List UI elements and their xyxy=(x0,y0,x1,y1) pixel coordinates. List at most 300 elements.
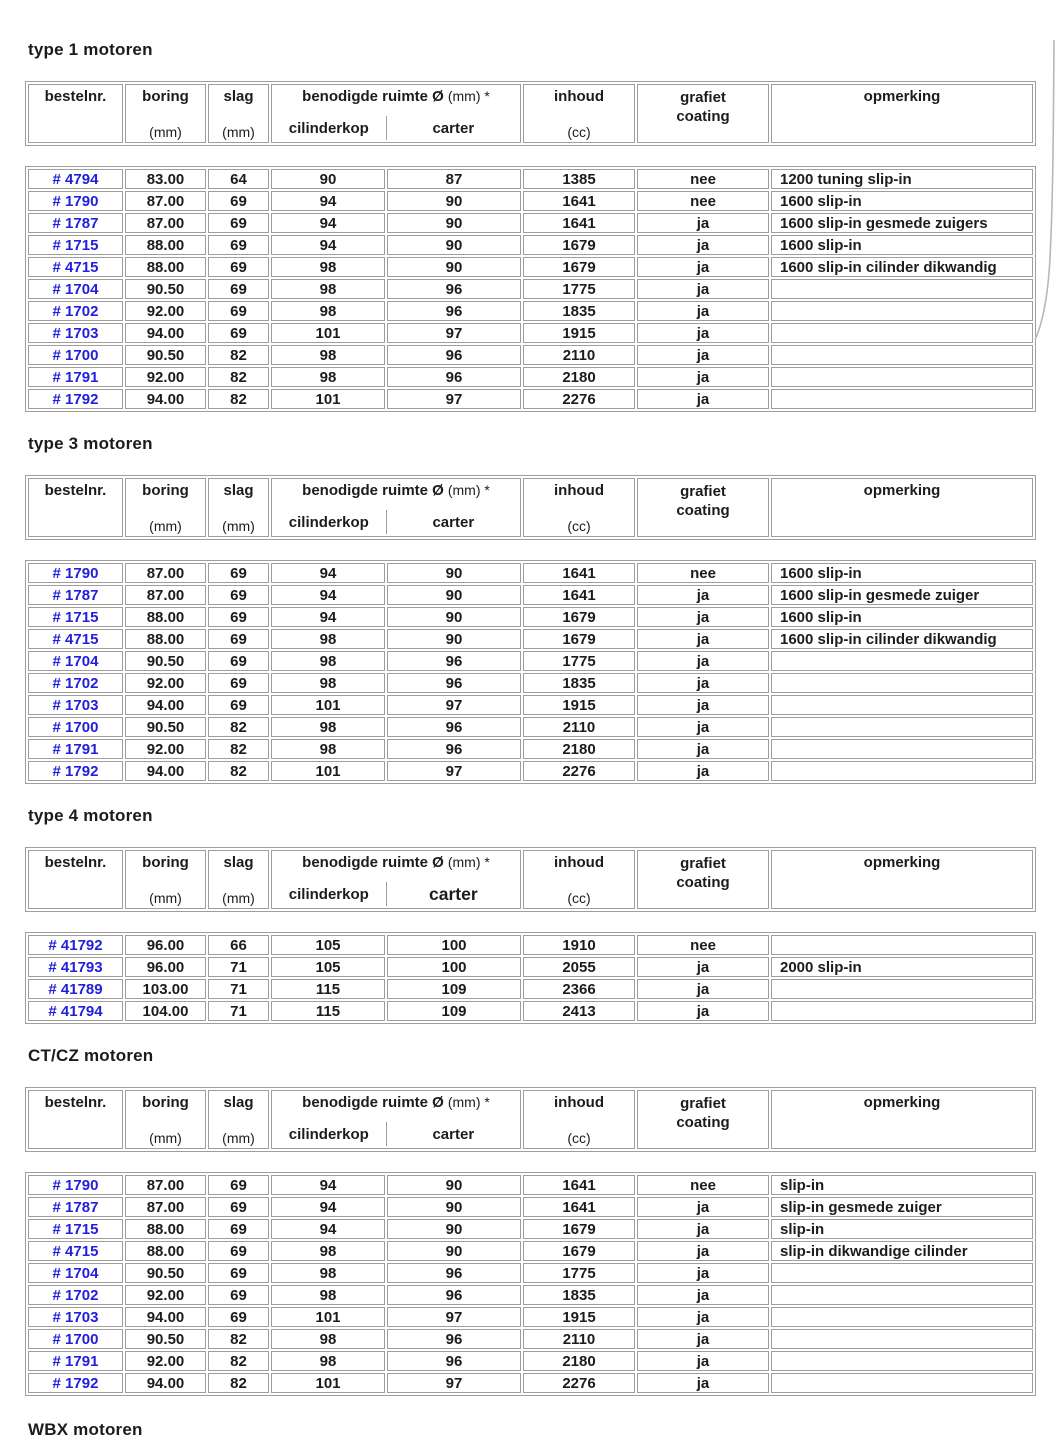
cell-carter: 90 xyxy=(387,191,521,211)
col-header-benodigde-ruimte xyxy=(271,1090,521,1149)
cell-boring: 90.50 xyxy=(125,279,206,299)
table-row xyxy=(28,651,1033,671)
cell-cilinderkop: 101 xyxy=(271,1373,385,1393)
col-header-benodigde-ruimte xyxy=(271,84,521,143)
cell-slag: 66 xyxy=(208,935,269,955)
col-header-grafiet-coating xyxy=(637,478,769,537)
table-row xyxy=(28,629,1033,649)
bestelnr-link[interactable]: # 1791 xyxy=(52,1352,99,1370)
cell-carter: 109 xyxy=(387,979,521,999)
cell-opmerking xyxy=(771,1373,1033,1393)
col-header-inhoud xyxy=(523,84,635,143)
cell-cilinderkop: 101 xyxy=(271,1307,385,1327)
cell-boring: 90.50 xyxy=(125,1329,206,1349)
cell-slag: 82 xyxy=(208,717,269,737)
bestelnr-link[interactable]: # 1715 xyxy=(52,1220,99,1238)
cell-opmerking xyxy=(771,979,1033,999)
cell-inhoud: 1835 xyxy=(523,673,635,693)
bestelnr-link[interactable]: # 4715 xyxy=(52,258,99,276)
bestelnr-link[interactable]: # 1787 xyxy=(52,1198,99,1216)
bestelnr-link[interactable]: # 41793 xyxy=(48,958,103,976)
col-header-boring-unit: (mm) xyxy=(149,124,182,140)
col-header-inhoud-label: inhoud xyxy=(554,482,604,499)
cell-grafiet: nee xyxy=(637,935,769,955)
cell-boring: 90.50 xyxy=(125,345,206,365)
col-header-grafiet-line2: coating xyxy=(676,108,730,125)
cell-opmerking xyxy=(771,1001,1033,1021)
cell-inhoud: 2110 xyxy=(523,345,635,365)
table-row xyxy=(28,367,1033,387)
col-header-boring xyxy=(125,84,206,143)
bestelnr-cell xyxy=(28,1263,123,1283)
col-header-opmerking xyxy=(771,84,1033,143)
cell-boring: 88.00 xyxy=(125,1241,206,1261)
cell-grafiet: ja xyxy=(637,1307,769,1327)
cell-carter: 90 xyxy=(387,257,521,277)
cell-boring: 94.00 xyxy=(125,389,206,409)
header-row xyxy=(28,478,1033,537)
col-header-grafiet-line1: grafiet xyxy=(680,89,726,106)
bestelnr-link[interactable]: # 1703 xyxy=(52,1308,99,1326)
table-row xyxy=(28,957,1033,977)
cell-slag: 82 xyxy=(208,761,269,781)
bestelnr-link[interactable]: # 1704 xyxy=(52,652,99,670)
cell-slag: 69 xyxy=(208,695,269,715)
group-label-unit: (mm) * xyxy=(447,854,490,870)
cell-grafiet: ja xyxy=(637,257,769,277)
cell-carter: 96 xyxy=(387,1263,521,1283)
cell-inhoud: 1679 xyxy=(523,629,635,649)
table-row xyxy=(28,1351,1033,1371)
table-row xyxy=(28,389,1033,409)
table-row xyxy=(28,717,1033,737)
group-label-unit: (mm) * xyxy=(447,482,490,498)
cell-boring: 96.00 xyxy=(125,935,206,955)
col-header-inhoud-label: inhoud xyxy=(554,88,604,105)
cell-grafiet: ja xyxy=(637,1329,769,1349)
col-header-slag xyxy=(208,1090,269,1149)
cell-inhoud: 1775 xyxy=(523,279,635,299)
cell-boring: 96.00 xyxy=(125,957,206,977)
bestelnr-link[interactable]: # 1790 xyxy=(52,1176,99,1194)
cell-inhoud: 1641 xyxy=(523,191,635,211)
bestelnr-cell xyxy=(28,739,123,759)
bestelnr-cell xyxy=(28,191,123,211)
cell-boring: 88.00 xyxy=(125,257,206,277)
col-header-bestelnr xyxy=(28,478,123,537)
cell-cilinderkop: 98 xyxy=(271,651,385,671)
bestelnr-cell xyxy=(28,629,123,649)
bestelnr-cell xyxy=(28,1285,123,1305)
cell-inhoud: 2180 xyxy=(523,1351,635,1371)
cell-grafiet: ja xyxy=(637,1197,769,1217)
cell-grafiet: ja xyxy=(637,629,769,649)
cell-opmerking: 1200 tuning slip-in xyxy=(771,169,1033,189)
col-header-inhoud xyxy=(523,478,635,537)
section-title: type 1 motoren xyxy=(28,40,153,59)
cell-grafiet: nee xyxy=(637,1175,769,1195)
cell-cilinderkop: 94 xyxy=(271,213,385,233)
bestelnr-link[interactable]: # 1791 xyxy=(52,368,99,386)
cell-inhoud: 1641 xyxy=(523,1197,635,1217)
bestelnr-cell xyxy=(28,1329,123,1349)
bestelnr-link[interactable]: # 1792 xyxy=(52,762,99,780)
bestelnr-link[interactable]: # 1700 xyxy=(52,718,99,736)
cell-carter: 97 xyxy=(387,1373,521,1393)
table-row xyxy=(28,761,1033,781)
col-header-inhoud xyxy=(523,850,635,909)
col-header-bestelnr-label: bestelnr. xyxy=(44,1094,107,1111)
cell-inhoud: 2276 xyxy=(523,389,635,409)
cell-slag: 69 xyxy=(208,257,269,277)
cell-boring: 92.00 xyxy=(125,739,206,759)
cell-carter: 90 xyxy=(387,1241,521,1261)
cell-opmerking xyxy=(771,367,1033,387)
col-header-inhoud-label: inhoud xyxy=(554,1094,604,1111)
cell-cilinderkop: 98 xyxy=(271,279,385,299)
cell-carter: 97 xyxy=(387,695,521,715)
bestelnr-link[interactable]: # 41792 xyxy=(48,936,103,954)
cell-slag: 69 xyxy=(208,673,269,693)
bestelnr-link[interactable]: # 1702 xyxy=(52,1286,99,1304)
bestelnr-cell xyxy=(28,957,123,977)
cell-cilinderkop: 94 xyxy=(271,607,385,627)
motor-data-table xyxy=(25,166,1036,412)
table-row xyxy=(28,345,1033,365)
cell-slag: 69 xyxy=(208,607,269,627)
cell-grafiet: ja xyxy=(637,1351,769,1371)
table-row xyxy=(28,1263,1033,1283)
cell-grafiet: ja xyxy=(637,761,769,781)
col-header-group-label xyxy=(302,854,490,871)
cell-cilinderkop: 98 xyxy=(271,1263,385,1283)
cell-cilinderkop: 98 xyxy=(271,717,385,737)
cell-inhoud: 1915 xyxy=(523,323,635,343)
col-header-boring-unit: (mm) xyxy=(149,518,182,534)
cell-inhoud: 1641 xyxy=(523,1175,635,1195)
cell-inhoud: 1915 xyxy=(523,1307,635,1327)
table-row xyxy=(28,323,1033,343)
cell-inhoud: 2055 xyxy=(523,957,635,977)
motor-data-table xyxy=(25,932,1036,1024)
cell-inhoud: 2276 xyxy=(523,1373,635,1393)
cell-cilinderkop: 94 xyxy=(271,585,385,605)
cell-opmerking xyxy=(771,301,1033,321)
col-header-grafiet-line1: grafiet xyxy=(680,1095,726,1112)
col-header-bestelnr xyxy=(28,1090,123,1149)
cell-opmerking xyxy=(771,717,1033,737)
col-header-slag-label: slag xyxy=(223,854,254,871)
cell-opmerking xyxy=(771,1263,1033,1283)
cell-carter: 96 xyxy=(387,279,521,299)
cell-grafiet: ja xyxy=(637,1373,769,1393)
bestelnr-cell xyxy=(28,1351,123,1371)
bestelnr-link[interactable]: # 1715 xyxy=(52,236,99,254)
cell-slag: 82 xyxy=(208,1351,269,1371)
bestelnr-cell xyxy=(28,213,123,233)
cell-carter: 109 xyxy=(387,1001,521,1021)
col-header-group-label xyxy=(302,88,490,105)
bestelnr-link[interactable]: # 1703 xyxy=(52,324,99,342)
bestelnr-link[interactable]: # 1792 xyxy=(52,1374,99,1392)
bestelnr-cell xyxy=(28,1219,123,1239)
table-row xyxy=(28,279,1033,299)
bestelnr-link[interactable]: # 1791 xyxy=(52,740,99,758)
col-header-cilinderkop: cilinderkop xyxy=(288,885,369,903)
cell-cilinderkop: 94 xyxy=(271,1197,385,1217)
col-header-inhoud-unit: (cc) xyxy=(567,124,591,140)
col-header-inhoud-unit: (cc) xyxy=(567,1130,591,1146)
cell-cilinderkop: 98 xyxy=(271,629,385,649)
col-header-boring xyxy=(125,850,206,909)
cell-opmerking: 1600 slip-in gesmede zuigers xyxy=(771,213,1033,233)
col-header-inhoud-unit: (cc) xyxy=(567,518,591,534)
motor-section xyxy=(25,1046,1059,1396)
cell-cilinderkop: 98 xyxy=(271,367,385,387)
cell-cilinderkop: 98 xyxy=(271,1285,385,1305)
cell-slag: 69 xyxy=(208,563,269,583)
col-header-slag xyxy=(208,84,269,143)
col-header-opmerking-label: opmerking xyxy=(863,1094,941,1111)
bestelnr-link[interactable]: # 41789 xyxy=(48,980,103,998)
cell-carter: 96 xyxy=(387,717,521,737)
bestelnr-link[interactable]: # 1702 xyxy=(52,302,99,320)
cell-slag: 71 xyxy=(208,1001,269,1021)
cell-opmerking xyxy=(771,651,1033,671)
cell-grafiet: ja xyxy=(637,673,769,693)
cell-opmerking: 1600 slip-in cilinder dikwandig xyxy=(771,629,1033,649)
cell-cilinderkop: 94 xyxy=(271,191,385,211)
cell-grafiet: ja xyxy=(637,389,769,409)
cell-inhoud: 2276 xyxy=(523,761,635,781)
cell-slag: 69 xyxy=(208,1219,269,1239)
group-subheaders xyxy=(272,116,520,140)
cell-opmerking: slip-in xyxy=(771,1219,1033,1239)
col-header-boring-label: boring xyxy=(142,482,189,499)
cell-cilinderkop: 94 xyxy=(271,563,385,583)
cell-cilinderkop: 101 xyxy=(271,323,385,343)
cell-opmerking: 1600 slip-in gesmede zuiger xyxy=(771,585,1033,605)
col-header-boring-label: boring xyxy=(142,854,189,871)
bestelnr-cell xyxy=(28,279,123,299)
col-header-cilinderkop: cilinderkop xyxy=(288,1125,369,1143)
table-row xyxy=(28,1329,1033,1349)
col-header-grafiet-coating xyxy=(637,1090,769,1149)
bestelnr-link[interactable]: # 1704 xyxy=(52,280,99,298)
cell-carter: 87 xyxy=(387,169,521,189)
bestelnr-link[interactable]: # 4794 xyxy=(52,170,99,188)
cell-cilinderkop: 94 xyxy=(271,1219,385,1239)
bestelnr-link[interactable]: # 1704 xyxy=(52,1264,99,1282)
group-label-text: benodigde ruimte Ø xyxy=(302,1094,444,1111)
cell-slag: 69 xyxy=(208,301,269,321)
cell-cilinderkop: 98 xyxy=(271,1241,385,1261)
cell-opmerking xyxy=(771,739,1033,759)
table-row xyxy=(28,1219,1033,1239)
cell-inhoud: 2110 xyxy=(523,1329,635,1349)
cell-grafiet: ja xyxy=(637,717,769,737)
bestelnr-link[interactable]: # 1792 xyxy=(52,390,99,408)
cell-boring: 90.50 xyxy=(125,1263,206,1283)
col-header-boring-unit: (mm) xyxy=(149,1130,182,1146)
cell-boring: 87.00 xyxy=(125,213,206,233)
cell-slag: 82 xyxy=(208,345,269,365)
col-header-opmerking xyxy=(771,850,1033,909)
bestelnr-cell xyxy=(28,1175,123,1195)
cell-grafiet: ja xyxy=(637,695,769,715)
col-header-grafiet-line2: coating xyxy=(676,874,730,891)
bestelnr-link[interactable]: # 1702 xyxy=(52,674,99,692)
cell-grafiet: nee xyxy=(637,191,769,211)
col-header-slag xyxy=(208,850,269,909)
cell-opmerking xyxy=(771,389,1033,409)
section-title-wbx: WBX motoren xyxy=(28,1420,143,1439)
cell-slag: 69 xyxy=(208,279,269,299)
cell-carter: 96 xyxy=(387,301,521,321)
col-header-slag-label: slag xyxy=(223,1094,254,1111)
cell-opmerking xyxy=(771,935,1033,955)
cell-boring: 94.00 xyxy=(125,695,206,715)
cell-cilinderkop: 105 xyxy=(271,957,385,977)
column-header-table xyxy=(25,81,1036,146)
cell-opmerking xyxy=(771,761,1033,781)
cell-opmerking xyxy=(771,1329,1033,1349)
cell-inhoud: 1775 xyxy=(523,1263,635,1283)
cell-carter: 97 xyxy=(387,389,521,409)
table-row xyxy=(28,1197,1033,1217)
cell-boring: 87.00 xyxy=(125,563,206,583)
cell-boring: 92.00 xyxy=(125,1285,206,1305)
cell-cilinderkop: 101 xyxy=(271,761,385,781)
header-row xyxy=(28,1090,1033,1149)
col-header-inhoud-unit: (cc) xyxy=(567,890,591,906)
col-header-boring-label: boring xyxy=(142,1094,189,1111)
cell-inhoud: 2413 xyxy=(523,1001,635,1021)
bestelnr-link[interactable]: # 1790 xyxy=(52,564,99,582)
cell-slag: 69 xyxy=(208,1263,269,1283)
bestelnr-cell xyxy=(28,673,123,693)
cell-opmerking xyxy=(771,1285,1033,1305)
bestelnr-link[interactable]: # 4715 xyxy=(52,630,99,648)
cell-cilinderkop: 98 xyxy=(271,301,385,321)
col-header-grafiet-line1: grafiet xyxy=(680,855,726,872)
bestelnr-link[interactable]: # 1700 xyxy=(52,1330,99,1348)
table-row xyxy=(28,1175,1033,1195)
cell-opmerking: 1600 slip-in xyxy=(771,235,1033,255)
cell-grafiet: ja xyxy=(637,1263,769,1283)
bestelnr-link[interactable]: # 4715 xyxy=(52,1242,99,1260)
col-header-bestelnr xyxy=(28,84,123,143)
bestelnr-link[interactable]: # 1700 xyxy=(52,346,99,364)
cell-boring: 94.00 xyxy=(125,761,206,781)
cell-boring: 92.00 xyxy=(125,1351,206,1371)
table-row xyxy=(28,935,1033,955)
col-header-carter: carter xyxy=(386,510,520,534)
cell-carter: 97 xyxy=(387,323,521,343)
cell-grafiet: ja xyxy=(637,323,769,343)
col-header-slag-unit: (mm) xyxy=(222,890,255,906)
bestelnr-cell xyxy=(28,563,123,583)
cell-slag: 69 xyxy=(208,235,269,255)
cell-carter: 96 xyxy=(387,673,521,693)
group-subheaders xyxy=(272,510,520,534)
group-label-unit: (mm) * xyxy=(447,1094,490,1110)
cell-boring: 83.00 xyxy=(125,169,206,189)
cell-slag: 69 xyxy=(208,1241,269,1261)
col-header-inhoud xyxy=(523,1090,635,1149)
cell-grafiet: ja xyxy=(637,1219,769,1239)
cell-carter: 90 xyxy=(387,585,521,605)
bestelnr-link[interactable]: # 1787 xyxy=(52,586,99,604)
bestelnr-link[interactable]: # 1703 xyxy=(52,696,99,714)
cell-grafiet: ja xyxy=(637,213,769,233)
bestelnr-link[interactable]: # 1790 xyxy=(52,192,99,210)
cell-boring: 94.00 xyxy=(125,323,206,343)
cell-inhoud: 1835 xyxy=(523,1285,635,1305)
bestelnr-link[interactable]: # 1715 xyxy=(52,608,99,626)
col-header-opmerking-label: opmerking xyxy=(863,88,941,105)
cell-carter: 96 xyxy=(387,651,521,671)
col-header-bestelnr-label: bestelnr. xyxy=(44,88,107,105)
cell-grafiet: ja xyxy=(637,1001,769,1021)
cell-opmerking xyxy=(771,345,1033,365)
section-title: CT/CZ motoren xyxy=(28,1046,154,1065)
bestelnr-cell xyxy=(28,607,123,627)
col-header-grafiet-coating xyxy=(637,850,769,909)
group-label-text: benodigde ruimte Ø xyxy=(302,854,444,871)
bestelnr-cell xyxy=(28,585,123,605)
col-header-slag-label: slag xyxy=(223,482,254,499)
col-header-bestelnr xyxy=(28,850,123,909)
cell-cilinderkop: 115 xyxy=(271,1001,385,1021)
cell-grafiet: ja xyxy=(637,607,769,627)
cell-inhoud: 1835 xyxy=(523,301,635,321)
table-row xyxy=(28,235,1033,255)
col-header-boring xyxy=(125,478,206,537)
bestelnr-cell xyxy=(28,389,123,409)
cell-boring: 88.00 xyxy=(125,629,206,649)
cell-opmerking xyxy=(771,1307,1033,1327)
bestelnr-cell xyxy=(28,695,123,715)
cell-slag: 82 xyxy=(208,367,269,387)
cell-cilinderkop: 115 xyxy=(271,979,385,999)
cell-inhoud: 1679 xyxy=(523,257,635,277)
cell-inhoud: 2110 xyxy=(523,717,635,737)
bestelnr-cell xyxy=(28,345,123,365)
cell-boring: 90.50 xyxy=(125,717,206,737)
cell-opmerking xyxy=(771,673,1033,693)
cell-cilinderkop: 98 xyxy=(271,1329,385,1349)
col-header-opmerking xyxy=(771,1090,1033,1149)
cell-carter: 90 xyxy=(387,1175,521,1195)
table-row xyxy=(28,979,1033,999)
cell-grafiet: ja xyxy=(637,301,769,321)
cell-slag: 69 xyxy=(208,213,269,233)
col-header-group-label xyxy=(302,482,490,499)
cell-slag: 71 xyxy=(208,979,269,999)
cell-carter: 96 xyxy=(387,345,521,365)
cell-grafiet: ja xyxy=(637,739,769,759)
cell-boring: 88.00 xyxy=(125,235,206,255)
cell-carter: 96 xyxy=(387,739,521,759)
group-subheaders xyxy=(272,1122,520,1146)
bestelnr-cell xyxy=(28,1197,123,1217)
col-header-group-label xyxy=(302,1094,490,1111)
bestelnr-link[interactable]: # 41794 xyxy=(48,1002,103,1020)
bestelnr-cell xyxy=(28,1241,123,1261)
bestelnr-link[interactable]: # 1787 xyxy=(52,214,99,232)
col-header-carter: carter xyxy=(386,882,520,906)
